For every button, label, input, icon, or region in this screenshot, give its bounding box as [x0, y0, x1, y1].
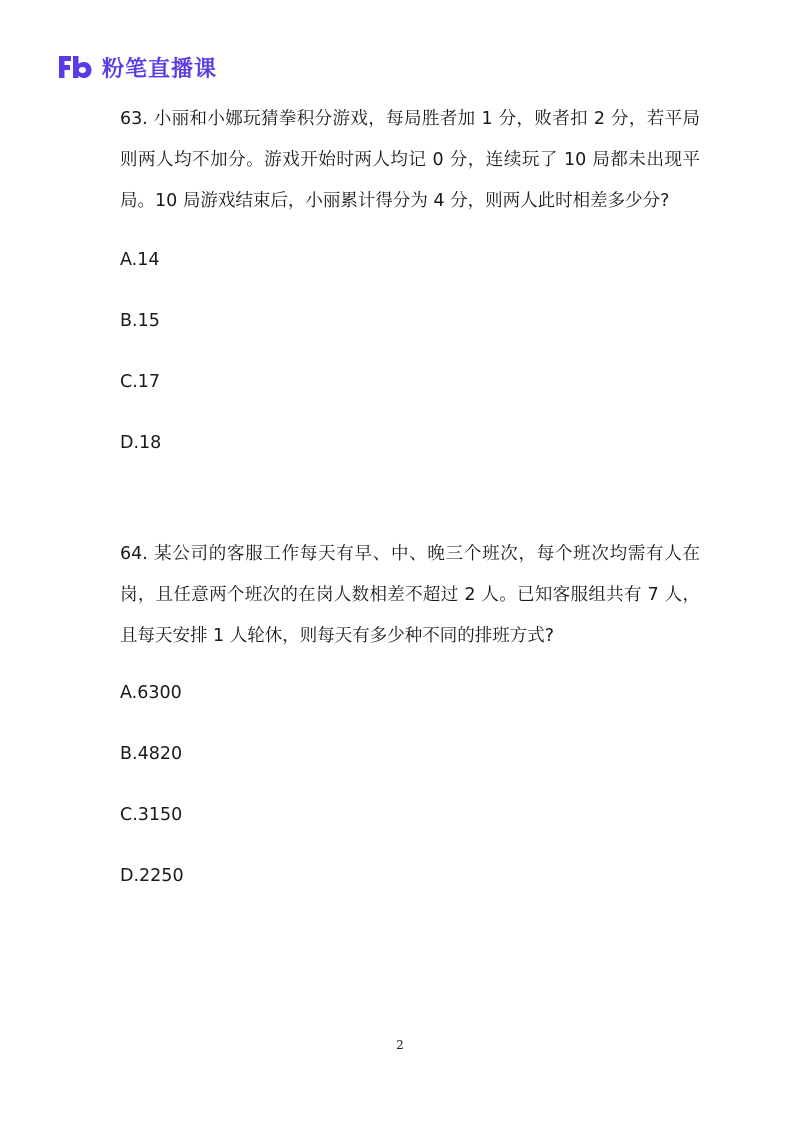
option-d: D.2250: [120, 866, 184, 886]
option-c: C.17: [120, 372, 161, 392]
options-list: [120, 679, 700, 890]
question-63: [120, 96, 700, 457]
option-a: A.6300: [120, 683, 182, 703]
fb-logo-icon: [56, 52, 94, 82]
brand-logo: [56, 50, 217, 84]
option-b: B.4820: [120, 744, 183, 764]
options-list: [120, 246, 700, 457]
question-text: 63. 小丽和小娜玩猜拳积分游戏，每局胜者加 1 分，败者扣 2 分，若平局则两人均不加分。游戏开始时两人均记 0 分，连续玩了 10 局都未出现平局。10 局游戏结束后，小丽累计得分为 4 分，则两人此时相差多少分?: [120, 109, 700, 211]
page-number: 2: [396, 1038, 404, 1052]
question-text: 64. 某公司的客服工作每天有早、中、晚三个班次，每个班次均需有人在岗，且任意两个班次的在岗人数相差不超过 2 人。已知客服组共有 7 人，且每天安排 1 人轮休，则每天有多少种不同的排班方式?: [120, 544, 700, 646]
question-64: [120, 531, 700, 890]
option-a: A.14: [120, 250, 160, 270]
document-body: [120, 96, 700, 890]
option-c: C.3150: [120, 805, 183, 825]
brand-text: 粉笔直播课: [102, 56, 218, 82]
option-d: D.18: [120, 433, 162, 453]
option-b: B.15: [120, 311, 160, 331]
